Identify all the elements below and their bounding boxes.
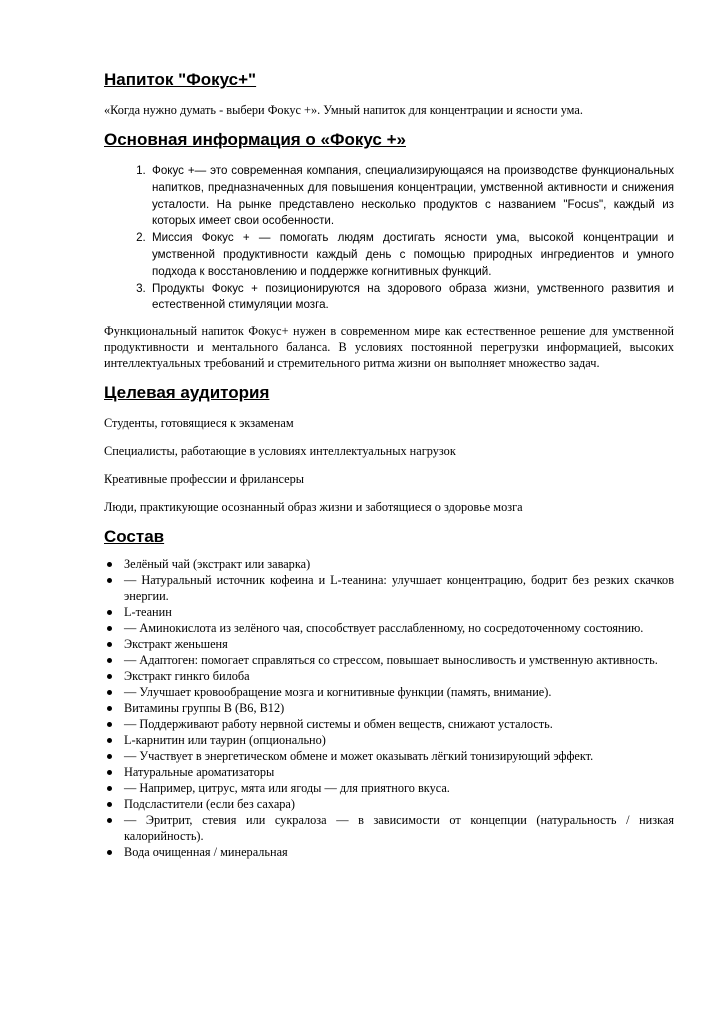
list-item: Подсластители (если без сахара)	[124, 796, 674, 812]
audience-heading: Целевая аудитория	[104, 383, 270, 403]
document-title: Напиток "Фокус+"	[104, 70, 257, 89]
tagline: «Когда нужно думать - выбери Фокус +». Умный напиток для концентрации и ясности ума.	[104, 103, 583, 117]
list-item: Вода очищенная / минеральная	[124, 844, 674, 860]
list-item: L-карнитин или таурин (опционально)	[124, 732, 674, 748]
audience-item: Креативные профессии и фрилансеры	[104, 472, 304, 487]
info-paragraph: Функциональный напиток Фокус+ нужен в современном мире как естественное решение для умственной продуктивности и ментального баланса. В условиях постоянной перегрузки информацией, высоких интеллектуальных требований и стремительного ритма жизни он выполняет множество задач.	[104, 324, 674, 371]
list-item: Натуральные ароматизаторы	[124, 764, 674, 780]
list-item: Зелёный чай (экстракт или заварка)	[124, 556, 674, 572]
audience-item: Специалисты, работающие в условиях интеллектуальных нагрузок	[104, 444, 456, 459]
list-item: Витамины группы В (В6, В12)	[124, 700, 674, 716]
info-heading: Основная информация о «Фокус +»	[104, 130, 406, 149]
list-item: — Эритрит, стевия или сукралоза — в зависимости от концепции (натуральность / низкая калорийность).	[124, 813, 674, 844]
list-item: — Натуральный источник кофеина и L-теанина: улучшает концентрацию, бодрит без резких скачков энергии.	[124, 573, 674, 604]
audience-item: Студенты, готовящиеся к экзаменам	[104, 416, 294, 431]
list-item: L-теанин	[124, 604, 674, 620]
list-item: Экстракт гинкго билоба	[124, 668, 674, 684]
list-item: — Участвует в энергетическом обмене и может оказывать лёгкий тонизирующий эффект.	[124, 748, 674, 764]
audience-item: Люди, практикующие осознанный образ жизни и заботящиеся о здоровье мозга	[104, 500, 523, 515]
list-item: Экстракт женьшеня	[124, 636, 674, 652]
composition-heading: Состав	[104, 527, 165, 547]
list-item: 1. Фокус +— это современная компания, специализирующаяся на производстве функциональных напитков, предназначенных для повышения концентрации, умственной активности и снижения усталости. На рынке представлено несколько продуктов с названием "Focus", каждый из которых имеет свои особенности.	[149, 163, 674, 230]
list-item: — Улучшает кровообращение мозга и когнитивные функции (память, внимание).	[124, 684, 674, 700]
composition-list	[104, 556, 674, 860]
list-item: — Например, цитрус, мята или ягоды — для приятного вкуса.	[124, 780, 674, 796]
list-item: 2. Миссия Фокус + — помогать людям достигать ясности ума, высокой концентрации и умственной продуктивности каждый день с помощью природных ингредиентов и умного подхода к восстановлению и поддержке когнитивных функций.	[149, 230, 674, 280]
list-item: 3. Продукты Фокус + позиционируются на здорового образа жизни, умственного развития и естественной стимуляции мозга.	[149, 281, 674, 315]
list-item: — Поддерживают работу нервной системы и обмен веществ, снижают усталость.	[124, 716, 674, 732]
list-item: — Адаптоген: помогает справляться со стрессом, повышает выносливость и умственную активность.	[124, 652, 674, 668]
list-item: — Аминокислота из зелёного чая, способствует расслабленному, но сосредоточенному состоянию.	[124, 620, 674, 636]
info-list	[104, 163, 674, 314]
